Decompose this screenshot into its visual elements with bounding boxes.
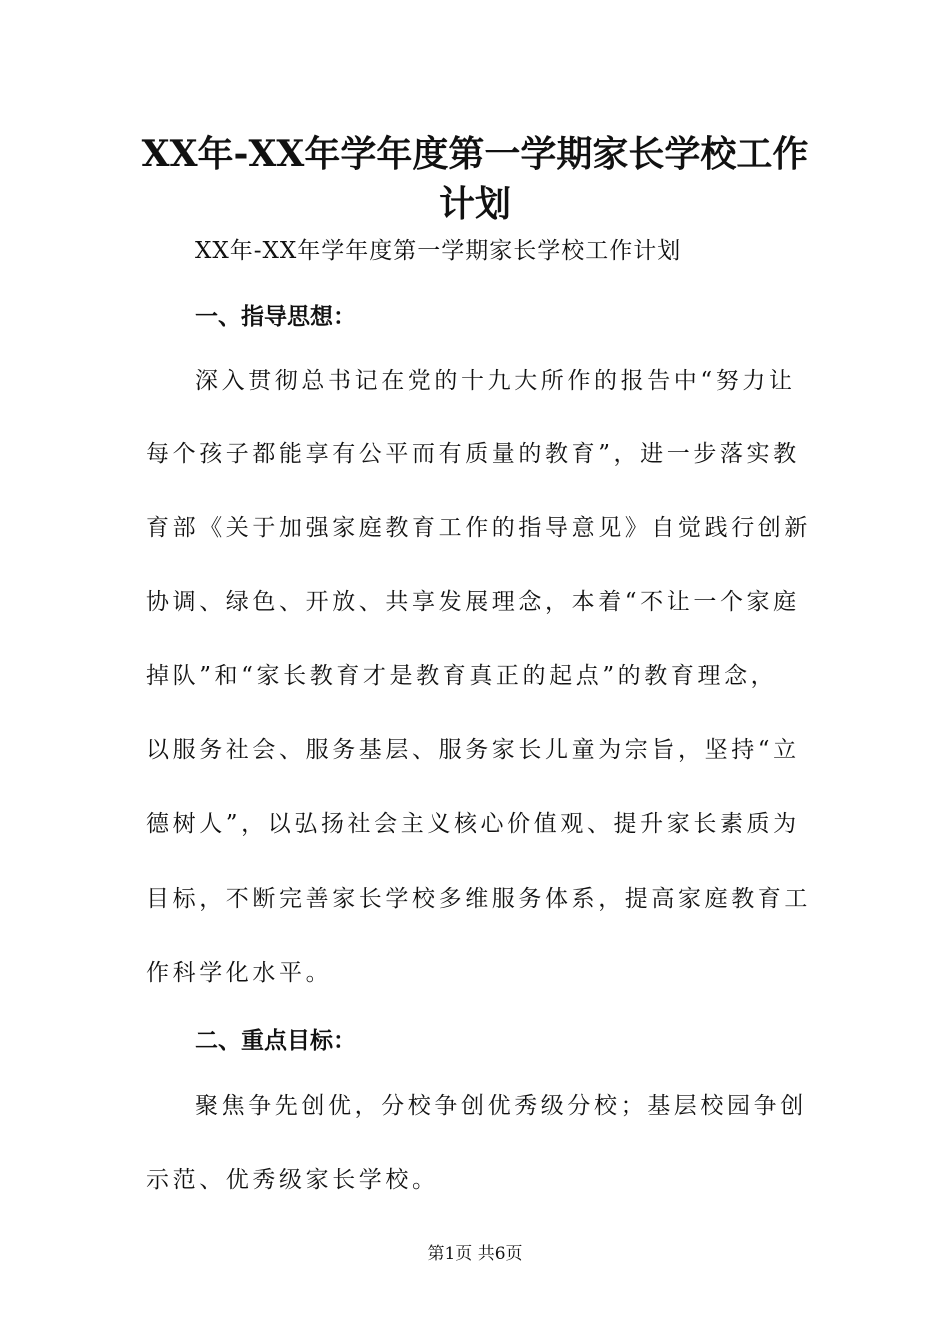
paragraph-line: 示范、优秀级家长学校。 — [146, 1167, 439, 1193]
document-title-line-1: XX年-XX年学年度第一学期家长学校工作 — [141, 133, 809, 175]
paragraph-line: 掉队”和“家长教育才是教育真正的起点”的教育理念， — [146, 663, 778, 689]
paragraph-line: 作科学化水平。 — [146, 960, 333, 986]
section-heading-key-goals: 二、重点目标： — [195, 1028, 356, 1054]
document-subtitle: XX年-XX年学年度第一学期家长学校工作计划 — [195, 238, 682, 264]
paragraph-line: 聚焦争先创优，分校争创优秀级分校；基层校园争创 — [195, 1093, 807, 1119]
paragraph-line: 以服务社会、服务基层、服务家长儿童为宗旨，坚持“立 — [146, 737, 800, 763]
page-number-footer: 第1页 共6页 — [427, 1244, 523, 1264]
paragraph-line: 育部《关于加强家庭教育工作的指导意见》自觉践行创新 — [146, 515, 811, 541]
paragraph-line: 协调、绿色、开放、共享发展理念，本着“不让一个家庭 — [146, 589, 800, 615]
paragraph-line: 深入贯彻总书记在党的十九大所作的报告中“努力让 — [195, 368, 796, 394]
section-heading-guiding-ideology: 一、指导思想： — [195, 304, 356, 330]
paragraph-line: 德树人”，以弘扬社会主义核心价值观、提升家长素质为 — [146, 811, 800, 837]
paragraph-line: 每个孩子都能享有公平而有质量的教育”，进一步落实教 — [146, 441, 800, 467]
document-title-line-2: 计划 — [438, 183, 511, 225]
paragraph-line: 目标，不断完善家长学校多维服务体系，提高家庭教育工 — [146, 886, 811, 912]
